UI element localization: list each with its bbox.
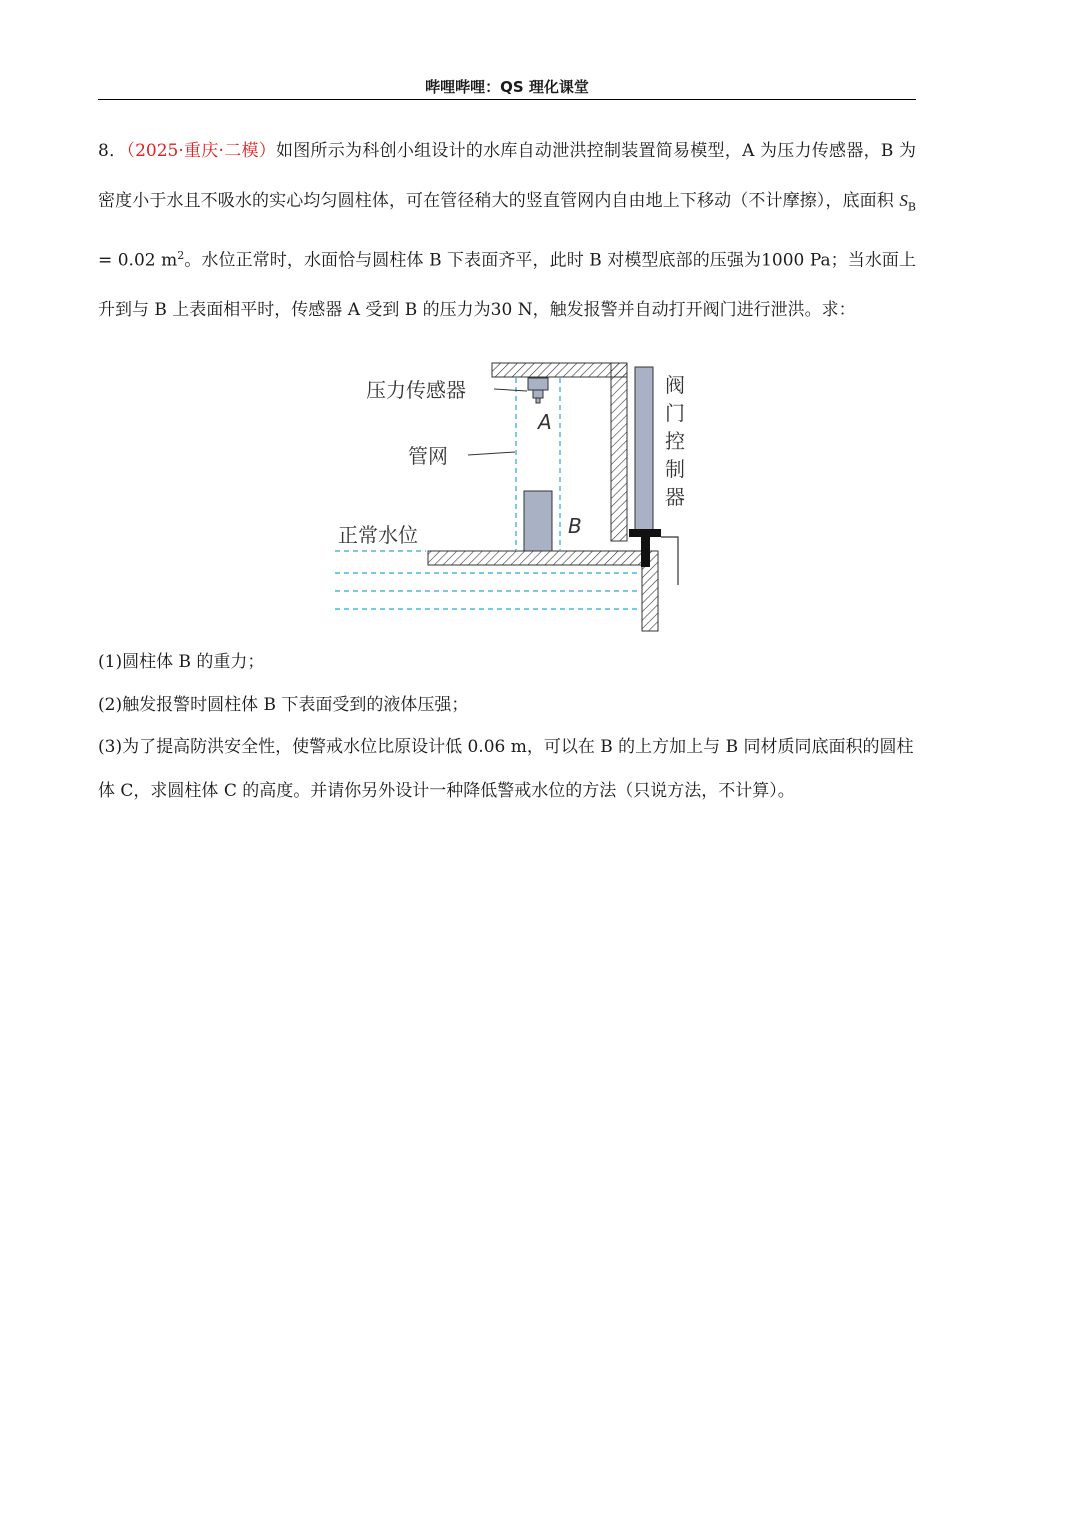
area-value: = 0.02 m [98,251,178,272]
valve-char-1: 阀 [665,373,685,397]
label-sensor: 压力传感器 [366,378,466,402]
valve-stem [641,537,650,567]
sensor-body [528,378,548,390]
right-wall [611,363,627,541]
page-header: 哔哩哔哩：QS 理化课堂 [425,78,589,96]
base-wall [428,551,644,565]
valve-char-2: 门 [665,401,685,425]
valve-char-3: 控 [665,429,685,453]
valve-rod [635,367,653,530]
label-b: B [568,514,582,538]
sensor-tip [536,398,540,403]
area-subscript: B [907,200,916,214]
area-superscript: 2 [177,249,185,263]
label-a: A [538,410,552,434]
question-intro-2: 。水位正常时，水面恰与圆柱体 B 下表面齐平，此时 B 对模型底部的压强为1000 Pa；当水面上升到与 B 上表面相平时，传感器 A 受到 B 的压力为30 N，触发报警并自动打开阀门进行泄洪。求： [98,251,917,321]
subquestion-3: (3)为了提高防洪安全性，使警戒水位比原设计低 0.06 m，可以在 B 的上方加上与 B 同材质同底面积的圆柱体 C，求圆柱体 C 的高度。并请你另外设计一种降低警戒水位的方法（只说方法，不计算）。 [98,737,914,801]
sensor-stem [533,390,543,398]
subquestion-2: (2)触发报警时圆柱体 B 下表面受到的液体压强； [98,695,469,715]
area-variable: S [899,191,908,210]
question-source: （2025·重庆·二模） [126,141,277,161]
pipe-leader [468,452,515,455]
outlet-pipe [661,537,678,585]
question-number: 8． [98,141,127,161]
label-pipe: 管网 [408,444,448,468]
device-figure [330,355,690,635]
cylinder-b [524,491,552,551]
header-divider [98,99,916,100]
question-stem [98,127,916,335]
label-water: 正常水位 [338,523,418,547]
valve-plate [629,529,661,537]
valve-char-4: 制 [665,457,685,481]
sensor-leader [494,389,527,391]
subquestion-1: (1)圆柱体 B 的重力； [98,652,265,672]
top-wall [492,363,627,377]
valve-char-5: 器 [665,485,685,509]
question-intro-1: 如图所示为科创小组设计的水库自动泄洪控制装置简易模型，A 为压力传感器，B 为密度小于水且不吸水的实心均匀圆柱体，可在管径稍大的竖直管网内自由地上下移动（不计摩擦），底面积 [98,141,916,211]
